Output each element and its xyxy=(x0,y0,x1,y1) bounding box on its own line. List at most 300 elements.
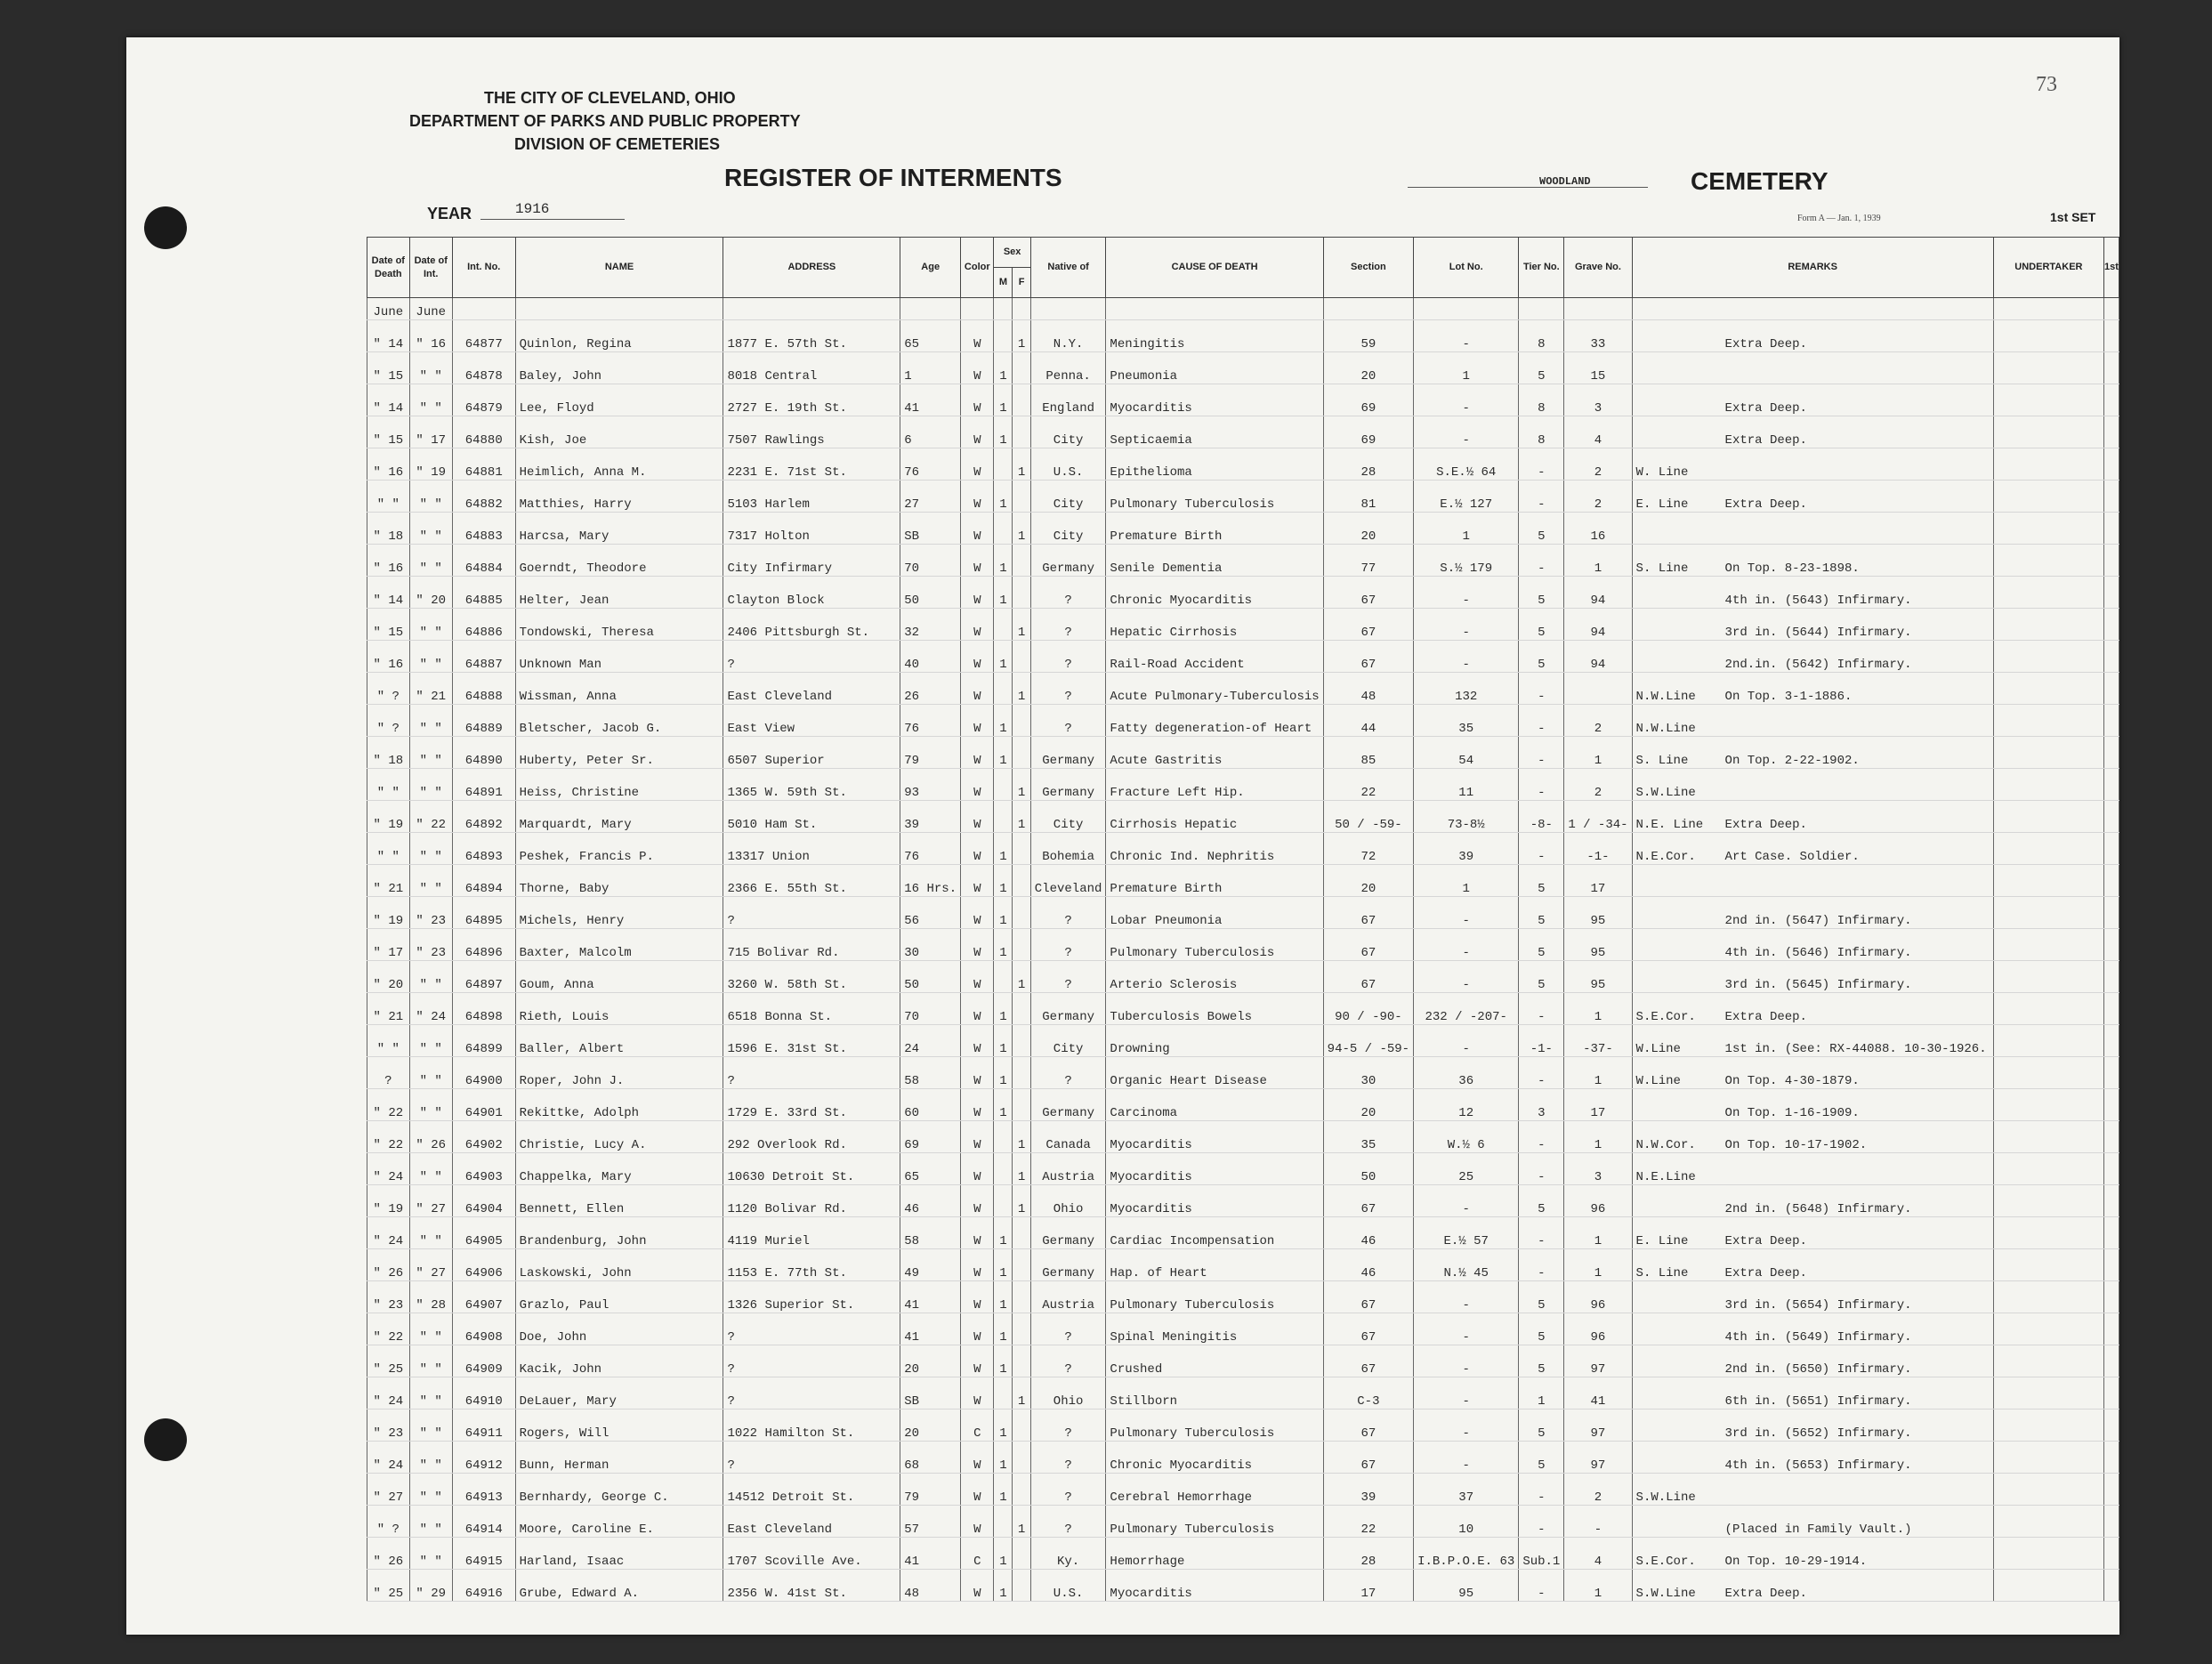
cell-undertaker xyxy=(1993,673,2103,705)
cell-name: Grube, Edward A. xyxy=(515,1570,723,1602)
cell-sex-f xyxy=(1013,897,1030,929)
cell-color: W xyxy=(961,737,994,769)
cell-date-int: " 27 xyxy=(409,1185,452,1217)
cell-remarks xyxy=(1632,1121,1993,1153)
remark-location: W.Line xyxy=(1635,1042,1681,1056)
cell-section: 46 xyxy=(1323,1217,1413,1249)
cell-first xyxy=(2104,1057,2119,1089)
cell-color: W xyxy=(961,1025,994,1057)
cell-name: Thorne, Baby xyxy=(515,865,723,897)
cell-age: 46 xyxy=(900,1185,961,1217)
cell-address: 2727 E. 19th St. xyxy=(723,384,900,416)
cell-section: 59 xyxy=(1323,320,1413,352)
cell-tier: - xyxy=(1519,1121,1564,1153)
remark-location: N.E.Line xyxy=(1635,1170,1696,1184)
cell-undertaker xyxy=(1993,897,2103,929)
cell-undertaker xyxy=(1993,993,2103,1025)
cell-sex-m: 1 xyxy=(994,384,1013,416)
remark-note: Extra Deep. xyxy=(1724,1266,1807,1280)
cell-date-death: " 24 xyxy=(367,1442,410,1474)
cell-remarks xyxy=(1632,1345,1993,1377)
cell-lot: - xyxy=(1414,897,1519,929)
remark-note: 2nd in. (5648) Infirmary. xyxy=(1724,1202,1912,1216)
cell-undertaker xyxy=(1993,609,2103,641)
cell-int-no: 64880 xyxy=(452,416,515,448)
cell-lot: 1 xyxy=(1414,352,1519,384)
cell-grave: 95 xyxy=(1564,897,1632,929)
cell-remarks xyxy=(1632,513,1993,545)
register-page xyxy=(126,37,2119,1635)
cell-tier: -8- xyxy=(1519,801,1564,833)
cell-date-int: " " xyxy=(409,1345,452,1377)
remark-location: N.W.Line xyxy=(1635,722,1696,736)
cell-section: 50 xyxy=(1323,1153,1413,1185)
cell-sex-m: 1 xyxy=(994,865,1013,897)
cell-sex-m: 1 xyxy=(994,416,1013,448)
cell-date-int: " " xyxy=(409,352,452,384)
cell-date-death: " 21 xyxy=(367,865,410,897)
cell-int-no: 64913 xyxy=(452,1474,515,1506)
cell-cause: Cerebral Hemorrhage xyxy=(1106,1474,1323,1506)
cell-date-death: " 24 xyxy=(367,1377,410,1410)
cell-age: 79 xyxy=(900,1474,961,1506)
cell-first xyxy=(2104,1185,2119,1217)
cell-native: N.Y. xyxy=(1030,320,1106,352)
cell-int-no: 64903 xyxy=(452,1153,515,1185)
cell-address: 6507 Superior xyxy=(723,737,900,769)
cell-grave: 15 xyxy=(1564,352,1632,384)
binder-hole-top xyxy=(144,206,187,249)
cell-date-death: " 22 xyxy=(367,1089,410,1121)
remark-note: Extra Deep. xyxy=(1724,1234,1807,1248)
cell-int-no: 64888 xyxy=(452,673,515,705)
cell-address: 10630 Detroit St. xyxy=(723,1153,900,1185)
cell-sex-f xyxy=(1013,1057,1030,1089)
table-row xyxy=(367,737,2119,769)
cell-first xyxy=(2104,1089,2119,1121)
cell-sex-f xyxy=(1013,993,1030,1025)
cell-first xyxy=(2104,545,2119,577)
cell-cause: Arterio Sclerosis xyxy=(1106,961,1323,993)
cell-native: City xyxy=(1030,513,1106,545)
cell-color: W xyxy=(961,865,994,897)
cell-name: Goerndt, Theodore xyxy=(515,545,723,577)
table-row xyxy=(367,1153,2119,1185)
cell-cause: Myocarditis xyxy=(1106,1570,1323,1602)
table-row xyxy=(367,609,2119,641)
cell-name: Rekittke, Adolph xyxy=(515,1089,723,1121)
cell-sex-f xyxy=(1013,865,1030,897)
cell-tier: - xyxy=(1519,481,1564,513)
cell-date-int: " 17 xyxy=(409,416,452,448)
cell-tier: 8 xyxy=(1519,416,1564,448)
cell-name: Rieth, Louis xyxy=(515,993,723,1025)
cell-address: East View xyxy=(723,705,900,737)
cell-remarks xyxy=(1632,673,1993,705)
cell-color: W xyxy=(961,929,994,961)
cell-sex-f xyxy=(1013,705,1030,737)
table-row xyxy=(367,1345,2119,1377)
table-row xyxy=(367,416,2119,448)
cell-undertaker xyxy=(1993,1570,2103,1602)
cell-address: 7507 Rawlings xyxy=(723,416,900,448)
table-row xyxy=(367,1217,2119,1249)
cell-tier: 8 xyxy=(1519,320,1564,352)
cell-undertaker xyxy=(1993,769,2103,801)
cell-date-int: " " xyxy=(409,1153,452,1185)
cell-first xyxy=(2104,1570,2119,1602)
cell-age: 57 xyxy=(900,1506,961,1538)
table-row xyxy=(367,1025,2119,1057)
cell-sex-m: 1 xyxy=(994,897,1013,929)
cell-address: 1120 Bolivar Rd. xyxy=(723,1185,900,1217)
cell-age: 32 xyxy=(900,609,961,641)
cell-first xyxy=(2104,1377,2119,1410)
cell-sex-m: 1 xyxy=(994,1025,1013,1057)
cell-grave: 17 xyxy=(1564,865,1632,897)
cell-color: W xyxy=(961,609,994,641)
cell-remarks xyxy=(1632,1025,1993,1057)
cell-sex-m: 1 xyxy=(994,1345,1013,1377)
cell-undertaker xyxy=(1993,1089,2103,1121)
cell-undertaker xyxy=(1993,352,2103,384)
cell-date-int: " " xyxy=(409,1057,452,1089)
cell-age: 50 xyxy=(900,577,961,609)
cell-first xyxy=(2104,609,2119,641)
cell-tier: 5 xyxy=(1519,1313,1564,1345)
table-row xyxy=(367,1121,2119,1153)
cell-cause: Spinal Meningitis xyxy=(1106,1313,1323,1345)
cell-color: W xyxy=(961,384,994,416)
cell-cause: Fracture Left Hip. xyxy=(1106,769,1323,801)
col-lot: Lot No. xyxy=(1414,238,1519,298)
cell-name: Helter, Jean xyxy=(515,577,723,609)
cell-grave: 97 xyxy=(1564,1345,1632,1377)
cell-tier: -1- xyxy=(1519,1025,1564,1057)
cell-native: City xyxy=(1030,801,1106,833)
cell-remarks xyxy=(1632,961,1993,993)
year-label: YEAR xyxy=(427,205,472,222)
cell-sex-m: 1 xyxy=(994,1538,1013,1570)
col-grave: Grave No. xyxy=(1564,238,1632,298)
cell-remarks xyxy=(1632,737,1993,769)
cell-remarks xyxy=(1632,929,1993,961)
remark-note: 2nd in. (5647) Infirmary. xyxy=(1724,914,1912,928)
cell-date-death: " 20 xyxy=(367,961,410,993)
cell-date-death: " " xyxy=(367,833,410,865)
cell-int-no: 64902 xyxy=(452,1121,515,1153)
cell-first xyxy=(2104,865,2119,897)
cell-undertaker xyxy=(1993,1442,2103,1474)
cell-name: Goum, Anna xyxy=(515,961,723,993)
cell-native: Germany xyxy=(1030,993,1106,1025)
cell-native: Canada xyxy=(1030,1121,1106,1153)
cell-int-no: 64906 xyxy=(452,1249,515,1281)
remark-location: S. Line xyxy=(1635,1266,1689,1280)
cell-cause: Myocarditis xyxy=(1106,1121,1323,1153)
cell-section: 20 xyxy=(1323,1089,1413,1121)
cell-int-no: 64883 xyxy=(452,513,515,545)
header-city: THE CITY OF CLEVELAND, OHIO xyxy=(484,89,736,107)
cell-native: Bohemia xyxy=(1030,833,1106,865)
cell-cause: Premature Birth xyxy=(1106,865,1323,897)
cell-lot: - xyxy=(1414,416,1519,448)
cell-date-death: " 18 xyxy=(367,737,410,769)
cell-cause: Acute Pulmonary-Tuberculosis xyxy=(1106,673,1323,705)
cell-grave: 4 xyxy=(1564,416,1632,448)
cell-grave: 1 xyxy=(1564,1121,1632,1153)
cell-int-no: 64879 xyxy=(452,384,515,416)
remark-note: Extra Deep. xyxy=(1724,818,1807,832)
cell-lot: - xyxy=(1414,929,1519,961)
cell-remarks xyxy=(1632,1377,1993,1410)
cell-tier: - xyxy=(1519,1217,1564,1249)
cell-grave: - xyxy=(1564,1506,1632,1538)
cell-remarks xyxy=(1632,1185,1993,1217)
cell-date-int: " " xyxy=(409,513,452,545)
cell-int-no: 64884 xyxy=(452,545,515,577)
remark-note: Extra Deep. xyxy=(1724,1587,1807,1601)
cell-address: 6518 Bonna St. xyxy=(723,993,900,1025)
cell-cause: Epithelioma xyxy=(1106,448,1323,481)
cell-native: ? xyxy=(1030,1057,1106,1089)
cell-sex-f: 1 xyxy=(1013,1121,1030,1153)
table-row xyxy=(367,769,2119,801)
cell-remarks xyxy=(1632,1057,1993,1089)
cell-sex-m: 1 xyxy=(994,1570,1013,1602)
cell-first xyxy=(2104,577,2119,609)
table-row xyxy=(367,545,2119,577)
cell-first xyxy=(2104,1345,2119,1377)
cell-lot: 25 xyxy=(1414,1153,1519,1185)
cell-address: 5010 Ham St. xyxy=(723,801,900,833)
remark-note: Art Case. Soldier. xyxy=(1724,850,1860,864)
cell-first xyxy=(2104,1538,2119,1570)
cell-native: Germany xyxy=(1030,1089,1106,1121)
cell-first xyxy=(2104,705,2119,737)
cell-age: 65 xyxy=(900,320,961,352)
cell-sex-f xyxy=(1013,737,1030,769)
cell-undertaker xyxy=(1993,384,2103,416)
cell-name: Moore, Caroline E. xyxy=(515,1506,723,1538)
cell-grave: 94 xyxy=(1564,641,1632,673)
table-row xyxy=(367,929,2119,961)
cell-address: 1153 E. 77th St. xyxy=(723,1249,900,1281)
cell-address: 2356 W. 41st St. xyxy=(723,1570,900,1602)
cell-lot: - xyxy=(1414,384,1519,416)
cell-sex-m: 1 xyxy=(994,737,1013,769)
cell-section: 72 xyxy=(1323,833,1413,865)
cell-name: Michels, Henry xyxy=(515,897,723,929)
cell-address: 8018 Central xyxy=(723,352,900,384)
cell-color: W xyxy=(961,416,994,448)
set-label: 1st SET xyxy=(2050,210,2096,224)
cell-date-int: " " xyxy=(409,1506,452,1538)
cell-color: W xyxy=(961,1057,994,1089)
cell-remarks xyxy=(1632,1217,1993,1249)
remark-note: 4th in. (5646) Infirmary. xyxy=(1724,946,1912,960)
cell-sex-f xyxy=(1013,1025,1030,1057)
cell-first xyxy=(2104,416,2119,448)
remark-location: W.Line xyxy=(1635,1074,1681,1088)
cell-color: W xyxy=(961,352,994,384)
remark-note: 6th in. (5651) Infirmary. xyxy=(1724,1394,1912,1409)
cell-native: ? xyxy=(1030,1313,1106,1345)
cell-undertaker xyxy=(1993,1153,2103,1185)
cell-color: W xyxy=(961,1442,994,1474)
header-division: DIVISION OF CEMETERIES xyxy=(514,135,721,153)
table-row xyxy=(367,897,2119,929)
cell-address: 1022 Hamilton St. xyxy=(723,1410,900,1442)
cell-section: C-3 xyxy=(1323,1377,1413,1410)
cell-sex-m xyxy=(994,1185,1013,1217)
cell-cause: Pneumonia xyxy=(1106,352,1323,384)
cell-cause: Myocarditis xyxy=(1106,1185,1323,1217)
cell-date-death: " 19 xyxy=(367,801,410,833)
cell-grave: -1- xyxy=(1564,833,1632,865)
cell-cause: Myocarditis xyxy=(1106,1153,1323,1185)
table-row xyxy=(367,1185,2119,1217)
cell-name: DeLauer, Mary xyxy=(515,1377,723,1410)
cell-date-death: ? xyxy=(367,1057,410,1089)
cell-name: Kish, Joe xyxy=(515,416,723,448)
cell-address: 1707 Scoville Ave. xyxy=(723,1538,900,1570)
cell-int-no: 64886 xyxy=(452,609,515,641)
cell-remarks xyxy=(1632,1410,1993,1442)
cell-age: 58 xyxy=(900,1217,961,1249)
cell-age: 93 xyxy=(900,769,961,801)
year-underline xyxy=(480,219,625,220)
cell-undertaker xyxy=(1993,577,2103,609)
cell-age: 16 Hrs. xyxy=(900,865,961,897)
cell-age: 70 xyxy=(900,993,961,1025)
cell-name: Bernhardy, George C. xyxy=(515,1474,723,1506)
cell-native: Germany xyxy=(1030,1217,1106,1249)
cell-name: Bunn, Herman xyxy=(515,1442,723,1474)
cell-age: 24 xyxy=(900,1025,961,1057)
cell-date-int: " 24 xyxy=(409,993,452,1025)
cell-name: Chappelka, Mary xyxy=(515,1153,723,1185)
cell-color: W xyxy=(961,577,994,609)
cell-remarks xyxy=(1632,865,1993,897)
cell-sex-m xyxy=(994,961,1013,993)
cell-age: 65 xyxy=(900,1153,961,1185)
cell-first xyxy=(2104,993,2119,1025)
cell-lot: - xyxy=(1414,1442,1519,1474)
col-section: Section xyxy=(1323,238,1413,298)
cell-sex-m: 1 xyxy=(994,1217,1013,1249)
cell-name: Baller, Albert xyxy=(515,1025,723,1057)
cell-cause: Pulmonary Tuberculosis xyxy=(1106,481,1323,513)
cell-sex-f: 1 xyxy=(1013,1185,1030,1217)
table-body xyxy=(367,298,2119,1602)
cell-int-no: 64910 xyxy=(452,1377,515,1410)
cell-section: 50 / -59- xyxy=(1323,801,1413,833)
cell-cause: Premature Birth xyxy=(1106,513,1323,545)
remark-note: 4th in. (5649) Infirmary. xyxy=(1724,1330,1912,1345)
cell-grave: 1 xyxy=(1564,1217,1632,1249)
cell-age: 76 xyxy=(900,705,961,737)
cell-sex-m xyxy=(994,673,1013,705)
cell-native: ? xyxy=(1030,641,1106,673)
cell-color: C xyxy=(961,1410,994,1442)
cell-color: W xyxy=(961,320,994,352)
cell-remarks xyxy=(1632,833,1993,865)
cell-color: W xyxy=(961,1249,994,1281)
cell-native: ? xyxy=(1030,705,1106,737)
cell-sex-m xyxy=(994,609,1013,641)
table-row xyxy=(367,833,2119,865)
cell-grave: 2 xyxy=(1564,769,1632,801)
cell-address: 1326 Superior St. xyxy=(723,1281,900,1313)
cell-name: Quinlon, Regina xyxy=(515,320,723,352)
cell-int-no: 64916 xyxy=(452,1570,515,1602)
cell-tier: 5 xyxy=(1519,897,1564,929)
col-int-no: Int. No. xyxy=(452,238,515,298)
cell-section: 67 xyxy=(1323,1345,1413,1377)
cell-color: W xyxy=(961,513,994,545)
remark-note: 4th in. (5643) Infirmary. xyxy=(1724,594,1912,608)
cell-undertaker xyxy=(1993,513,2103,545)
cell-int-no: 64895 xyxy=(452,897,515,929)
cell-address: 1365 W. 59th St. xyxy=(723,769,900,801)
cell-date-int: " 28 xyxy=(409,1281,452,1313)
remark-note: On Top. 10-29-1914. xyxy=(1724,1555,1868,1569)
cell-sex-m: 1 xyxy=(994,577,1013,609)
cell-date-int: " 21 xyxy=(409,673,452,705)
cell-section: 39 xyxy=(1323,1474,1413,1506)
cell-date-int: " " xyxy=(409,1313,452,1345)
cell-remarks xyxy=(1632,1538,1993,1570)
cell-native: Cleveland xyxy=(1030,865,1106,897)
cell-age: 50 xyxy=(900,961,961,993)
cell-grave: 96 xyxy=(1564,1185,1632,1217)
cell-name: Bletscher, Jacob G. xyxy=(515,705,723,737)
cell-lot: - xyxy=(1414,1410,1519,1442)
cell-section: 94-5 / -59- xyxy=(1323,1025,1413,1057)
cell-address: 1596 E. 31st St. xyxy=(723,1025,900,1057)
cell-cause: Carcinoma xyxy=(1106,1089,1323,1121)
cell-lot: 73-8½ xyxy=(1414,801,1519,833)
cell-date-int: " 19 xyxy=(409,448,452,481)
cell-int-no: 64914 xyxy=(452,1506,515,1538)
cell-first xyxy=(2104,1249,2119,1281)
cell-date-int: " " xyxy=(409,1089,452,1121)
cell-age: 20 xyxy=(900,1410,961,1442)
cell-address: 292 Overlook Rd. xyxy=(723,1121,900,1153)
register-title: REGISTER OF INTERMENTS xyxy=(724,164,1062,191)
cell-name: Roper, John J. xyxy=(515,1057,723,1089)
remark-location: S.W.Line xyxy=(1635,1587,1696,1601)
remark-note: (Placed in Family Vault.) xyxy=(1724,1523,1912,1537)
cell-int-no: 64882 xyxy=(452,481,515,513)
cell-date-int: " " xyxy=(409,1025,452,1057)
table-row xyxy=(367,993,2119,1025)
cell-tier: - xyxy=(1519,1570,1564,1602)
cell-cause: Meningitis xyxy=(1106,320,1323,352)
cell-remarks xyxy=(1632,577,1993,609)
cell-age: SB xyxy=(900,513,961,545)
cell-address: 13317 Union xyxy=(723,833,900,865)
cell-lot: - xyxy=(1414,1281,1519,1313)
cell-lot: - xyxy=(1414,1185,1519,1217)
cell-date-death: " 18 xyxy=(367,513,410,545)
cell-tier: - xyxy=(1519,705,1564,737)
table-row xyxy=(367,481,2119,513)
cell-grave: 2 xyxy=(1564,448,1632,481)
cell-sex-m: 1 xyxy=(994,1089,1013,1121)
cell-date-int: " 20 xyxy=(409,577,452,609)
